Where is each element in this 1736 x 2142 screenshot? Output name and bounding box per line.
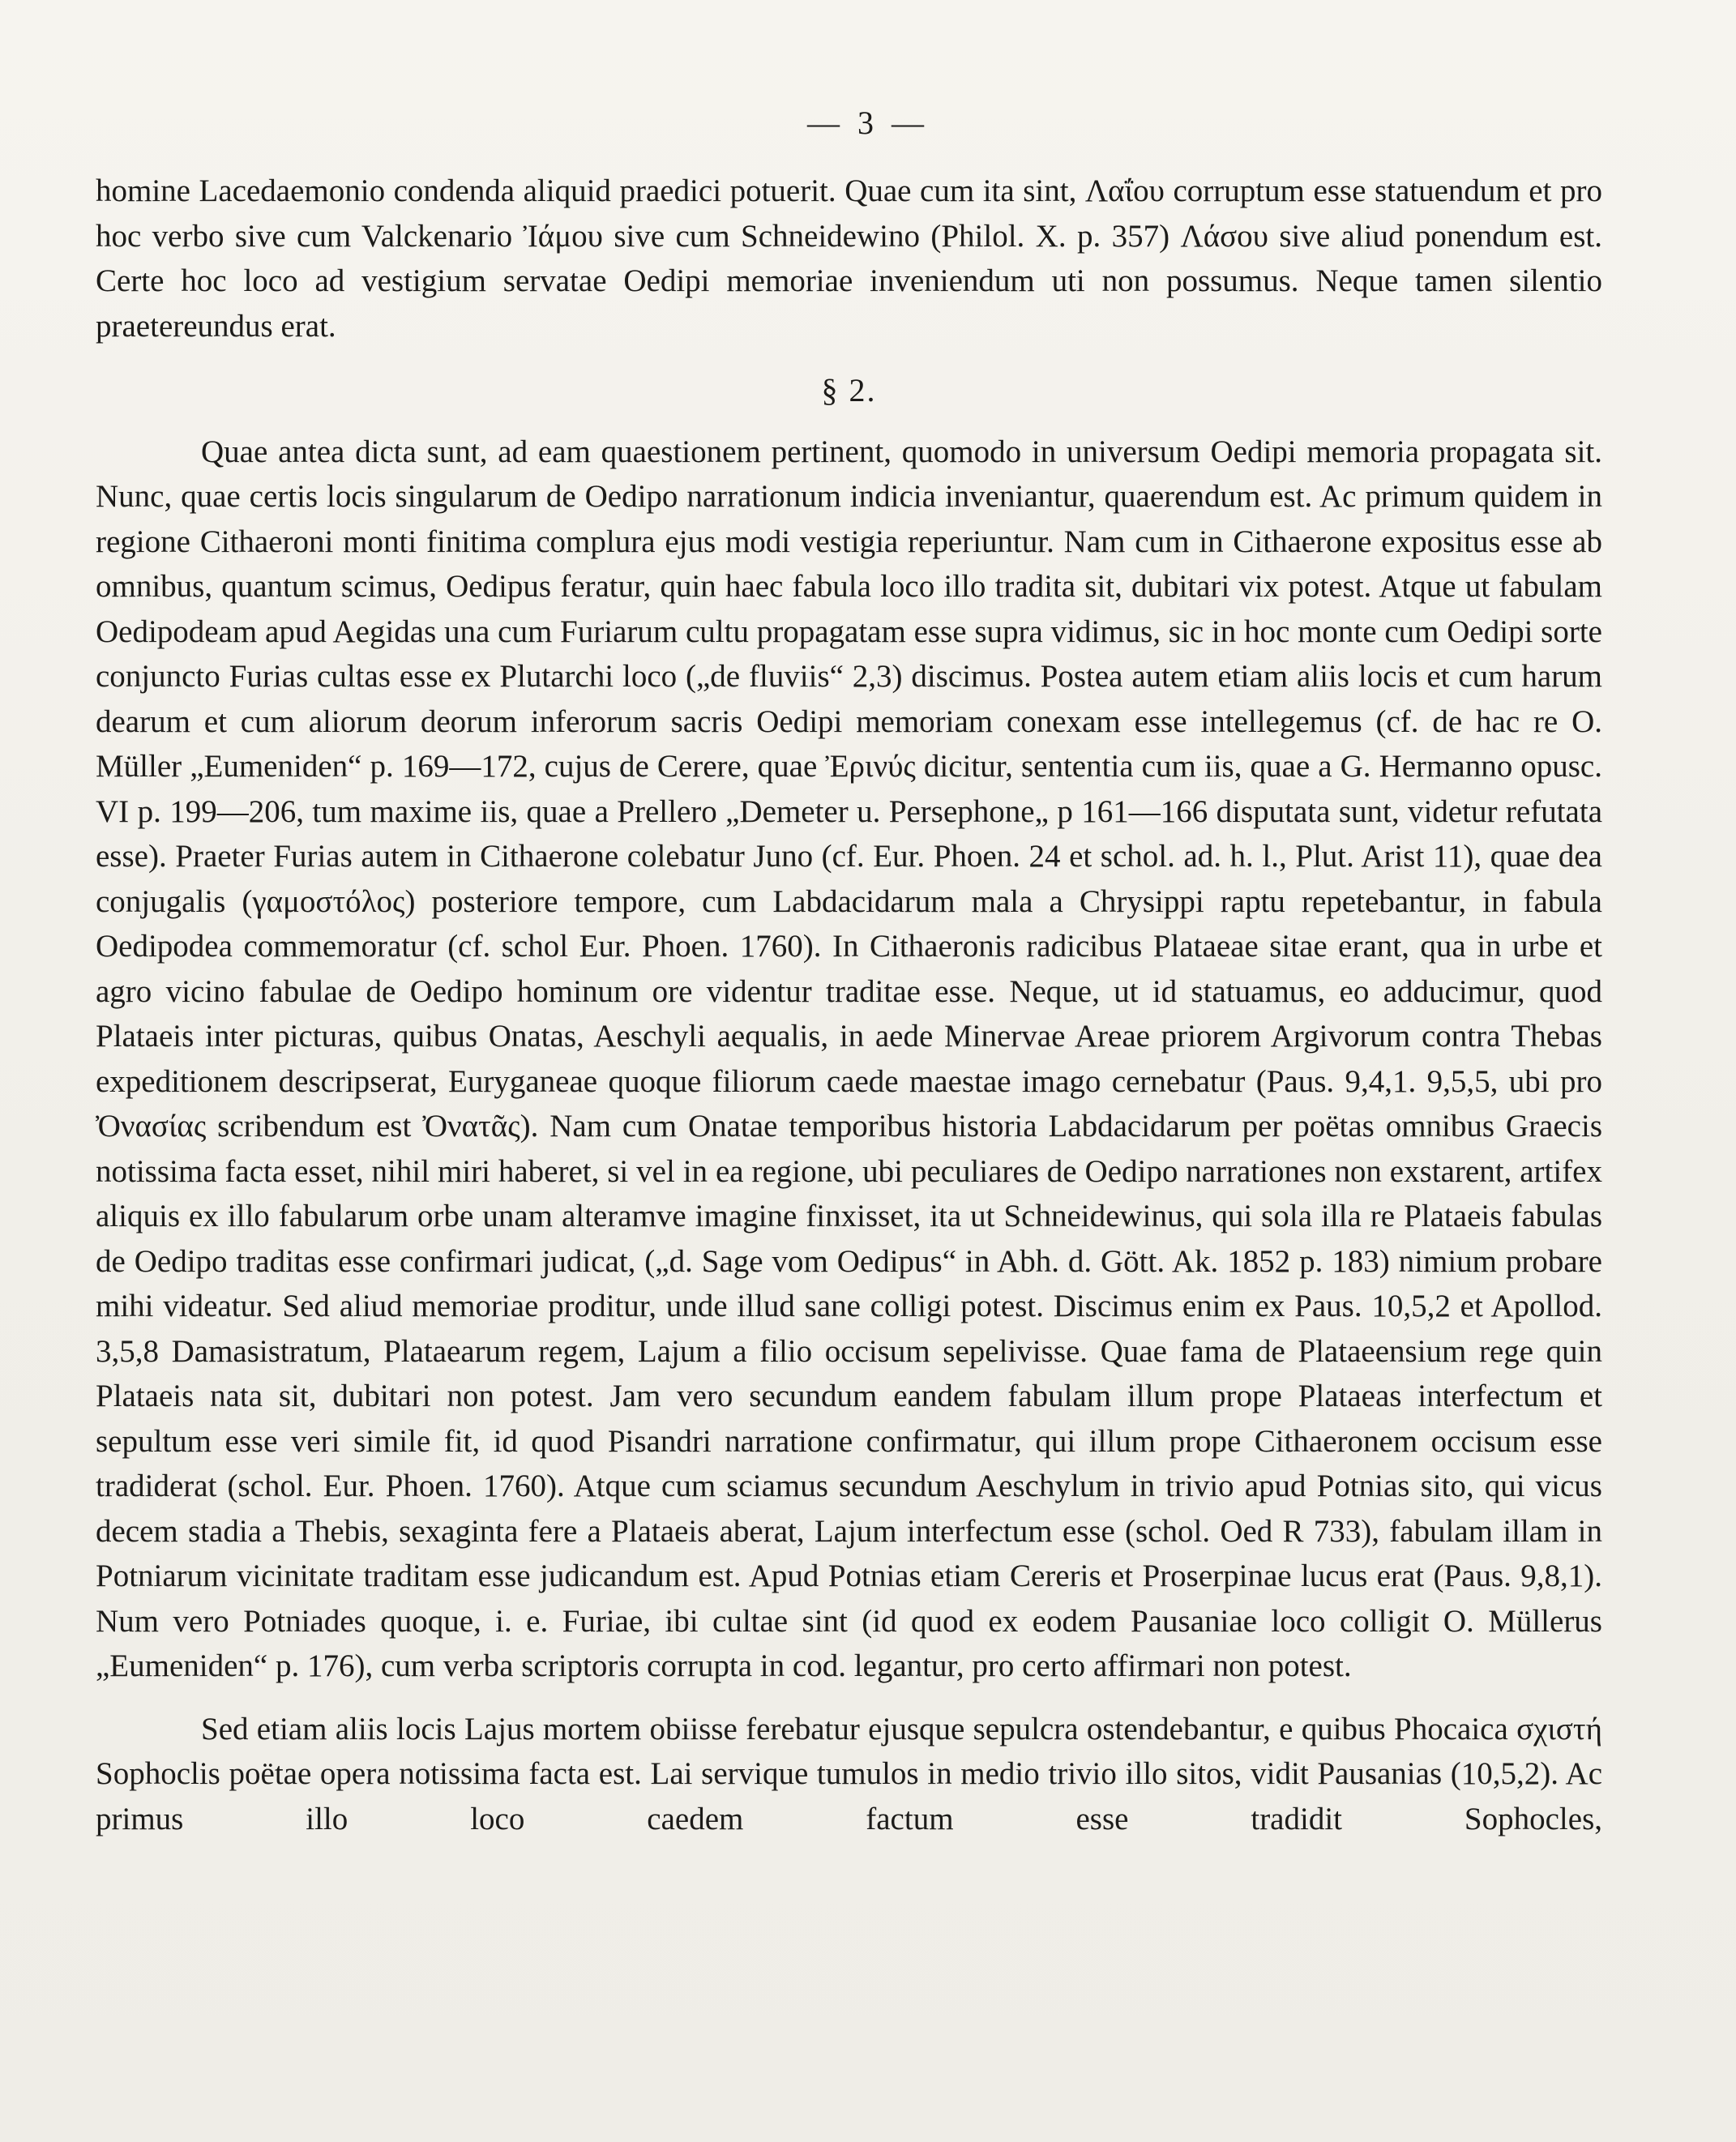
paragraph-continuation: homine Lacedaemonio condenda aliquid praedici potuerit. Quae cum ita sint, Λαΐου corruptum esse statuendum et pro hoc verbo sive cum Valckenario Ἰάμου sive cum Schneidewino (Philol. X. p. 357) Λάσου sive aliud ponendum est. Certe hoc loco ad vestigium servatae Oedipi memoriae inveniendum uti non possumus. Neque tamen silentio praetereundus erat. [96, 173, 1602, 344]
section-heading: § 2. [821, 372, 877, 408]
body-text [96, 169, 1602, 1841]
paragraph-laius-tombs: Sed etiam aliis locis Lajus mortem obiisse ferebatur ejusque sepulcra ostendebantur, e quibus Phocaica σχιστή Sophoclis poëtae opera notissima facta est. Lai servique tumulos in medio trivio illo sitos, vidit Pausanias (10,5,2). Ac primus illo loco caedem factum esse tradidit Sophocles, [96, 1711, 1602, 1836]
page-number: — 3 — [807, 105, 929, 141]
paragraph-section-2: Quae antea dicta sunt, ad eam quaestionem pertinent, quomodo in universum Oedipi memoria propagata sit. Nunc, quae certis locis singularum de Oedipo narrationum indicia inveniantur, quaerendum est. Ac primum quidem in regione Cithaeroni monti finitima complura ejus modi vestigia reperiuntur. Nam cum in Cithaerone expositus esse ab omnibus, quantum scimus, Oedipus feratur, quin haec fabula loco illo tradita sit, dubitari vix potest. Atque ut fabulam Oedipodeam apud Aegidas una cum Furiarum cultu propagatam esse supra vidimus, sic in hoc monte cum Oedipi sorte conjuncto Furias cultas esse ex Plutarchi loco („de fluviis“ 2,3) discimus. Postea autem etiam aliis locis et cum harum dearum et cum aliorum deorum inferorum sacris Oedipi memoriam conexam esse intellegemus (cf. de hac re O. Müller „Eumeniden“ p. 169—172, cujus de Cerere, quae Ἐρινύς dicitur, sententia cum iis, quae a G. Hermanno opusc. VI p. 199—206, tum maxime iis, quae a Prellero „Demeter u. Persephone„ p 161—166 disputata sunt, videtur refutata esse). Praeter Furias autem in Cithaerone colebatur Juno (cf. Eur. Phoen. 24 et schol. ad. h. l., Plut. Arist 11), quae dea conjugalis (γαμοστόλος) posteriore tempore, cum Labdacidarum mala a Chrysippi raptu repetebantur, in fabula Oedipodea commemoratur (cf. schol Eur. Phoen. 1760). In Cithaeronis radicibus Plataeae sitae erant, qua in urbe et agro vicino fabulae de Oedipo hominum ore videntur traditae esse. Neque, ut id statuamus, eo adducimur, quod Plataeis inter picturas, quibus Onatas, Aeschyli aequalis, in aede Minervae Areae priorem Argivorum contra Thebas expeditionem descripserat, Euryganeae quoque filiorum caede maestae imago cernebatur (Paus. 9,4,1. 9,5,5, ubi pro Ὀνασίας scribendum est Ὀνατᾶς). Nam cum Onatae temporibus historia Labdacidarum per poëtas omnibus Graecis notissima facta esset, nihil miri haberet, si vel in ea regione, ubi peculiares de Oedipo narrationes non exstarent, artifex aliquis ex illo fabularum orbe unam alteramve imagine finxisset, ita ut Schneidewinus, qui sola illa re Plataeis fabulas de Oedipo traditas esse confirmari judicat, („d. Sage vom Oedipus“ in Abh. d. Gött. Ak. 1852 p. 183) nimium probare mihi videatur. Sed aliud memoriae proditur, unde illud sane colligi potest. Discimus enim ex Paus. 10,5,2 et Apollod. 3,5,8 Damasistratum, Plataearum regem, Lajum a filio occisum sepelivisse. Quae fama de Plataeensium rege quin Plataeis nata sit, dubitari non potest. Jam vero secundum eandem fabulam illum prope Plataeas interfectum et sepultum esse veri simile fit, id quod Pisandri narratione confirmatur, qui illum prope Cithaeronem occisum esse tradiderat (schol. Eur. Phoen. 1760). Atque cum sciamus secundum Aeschylum in trivio apud Potnias sito, qui vicus decem stadia a Thebis, sexaginta fere a Plataeis aberat, Lajum interfectum esse (schol. Oed R 733), fabulam illam in Potniarum vicinitate traditam esse judicandum est. Apud Potnias etiam Cereris et Proserpinae lucus erat (Paus. 9,8,1). Num vero Potniades quoque, i. e. Furiae, ibi cultae sint (id quod ex eodem Pausaniae loco colligit O. Müllerus „Eumeniden“ p. 176), cum verba scriptoris corrupta in cod. legantur, pro certo affirmari non potest. [96, 434, 1602, 1683]
paragraph-gap [96, 1689, 1602, 1707]
